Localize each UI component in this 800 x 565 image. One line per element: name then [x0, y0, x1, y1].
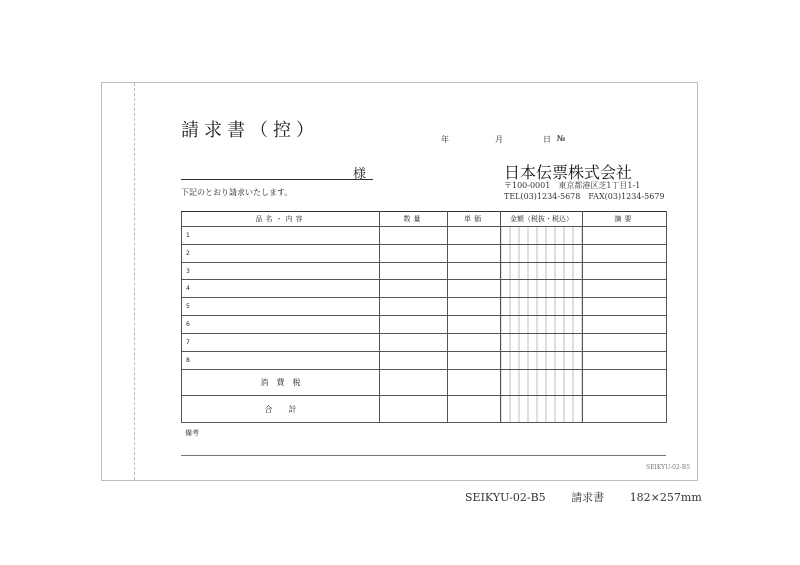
amount-cell — [501, 262, 583, 280]
unit-price-cell — [448, 280, 501, 298]
remarks-cell — [583, 333, 667, 351]
remarks-line — [181, 455, 666, 456]
amount-cell — [501, 298, 583, 316]
table-row — [182, 333, 667, 351]
unit-price-cell — [448, 351, 501, 369]
recipient-name-line — [181, 179, 373, 180]
remarks-cell — [583, 369, 667, 396]
quantity-cell — [380, 396, 448, 423]
perforation-line — [134, 83, 135, 480]
remarks-cell — [583, 280, 667, 298]
form-code-small: SEIKYU-02-B5 — [646, 464, 691, 471]
column-header-remarks: 摘要 — [583, 212, 667, 227]
quantity-cell — [380, 280, 448, 298]
table-row — [182, 227, 667, 245]
honorific-sama: 様 — [353, 167, 367, 182]
tax-amount-cell — [501, 369, 583, 396]
quantity-cell — [380, 227, 448, 245]
table-row — [182, 280, 667, 298]
column-header-quantity: 数量 — [380, 212, 448, 227]
unit-price-cell — [448, 227, 501, 245]
caption-size: 182×257mm — [629, 491, 702, 504]
date-day-label: 日 — [543, 135, 551, 144]
remarks-cell — [583, 298, 667, 316]
date-year-label: 年 — [441, 135, 449, 144]
quantity-cell — [380, 262, 448, 280]
amount-cell — [501, 227, 583, 245]
unit-price-cell — [448, 244, 501, 262]
table-row — [182, 244, 667, 262]
company-address: 〒100-0001 東京都港区芝1丁目1-1 — [504, 181, 641, 190]
column-header-amount: 金額（税抜・税込） — [501, 212, 583, 227]
total-label: 合 計 — [182, 396, 380, 423]
total-row — [182, 396, 667, 423]
form-title: 請求書（控） — [181, 120, 319, 141]
remarks-cell — [583, 316, 667, 334]
table-row — [182, 351, 667, 369]
row-number: 6 — [182, 316, 380, 334]
company-tel-fax: TEL(03)1234-5678 FAX(03)1234-5679 — [504, 192, 665, 201]
column-header-unit-price: 単価 — [448, 212, 501, 227]
intro-text: 下記のとおり請求いたします。 — [181, 188, 293, 197]
number-label: № — [557, 134, 566, 143]
quantity-cell — [380, 369, 448, 396]
caption-code: SEIKYU-02-B5 — [465, 491, 546, 504]
unit-price-cell — [448, 262, 501, 280]
table-row — [182, 316, 667, 334]
remarks-cell — [583, 396, 667, 423]
row-number: 4 — [182, 280, 380, 298]
amount-cell — [501, 333, 583, 351]
row-number: 8 — [182, 351, 380, 369]
remarks-cell — [583, 227, 667, 245]
unit-price-cell — [448, 369, 501, 396]
row-number: 1 — [182, 227, 380, 245]
amount-cell — [501, 316, 583, 334]
remarks-cell — [583, 351, 667, 369]
quantity-cell — [380, 351, 448, 369]
product-caption — [465, 489, 724, 505]
column-header-item: 品名・内容 — [182, 212, 380, 227]
amount-cell — [501, 244, 583, 262]
quantity-cell — [380, 298, 448, 316]
row-number: 5 — [182, 298, 380, 316]
quantity-cell — [380, 316, 448, 334]
quantity-cell — [380, 333, 448, 351]
unit-price-cell — [448, 333, 501, 351]
items-table — [181, 211, 667, 423]
unit-price-cell — [448, 316, 501, 334]
tax-label: 消 費 税 — [182, 369, 380, 396]
invoice-form-sheet — [101, 82, 698, 481]
tax-row — [182, 369, 667, 396]
remarks-cell — [583, 244, 667, 262]
caption-name: 請求書 — [571, 491, 605, 504]
amount-cell — [501, 351, 583, 369]
table-row — [182, 298, 667, 316]
quantity-cell — [380, 244, 448, 262]
row-number: 3 — [182, 262, 380, 280]
unit-price-cell — [448, 396, 501, 423]
table-header-row — [182, 212, 667, 227]
unit-price-cell — [448, 298, 501, 316]
company-name: 日本伝票株式会社 — [504, 163, 633, 182]
row-number: 2 — [182, 244, 380, 262]
row-number: 7 — [182, 333, 380, 351]
amount-cell — [501, 280, 583, 298]
remarks-cell — [583, 262, 667, 280]
date-month-label: 月 — [495, 135, 503, 144]
total-amount-cell — [501, 396, 583, 423]
table-row — [182, 262, 667, 280]
remarks-label: 備考 — [185, 429, 199, 437]
